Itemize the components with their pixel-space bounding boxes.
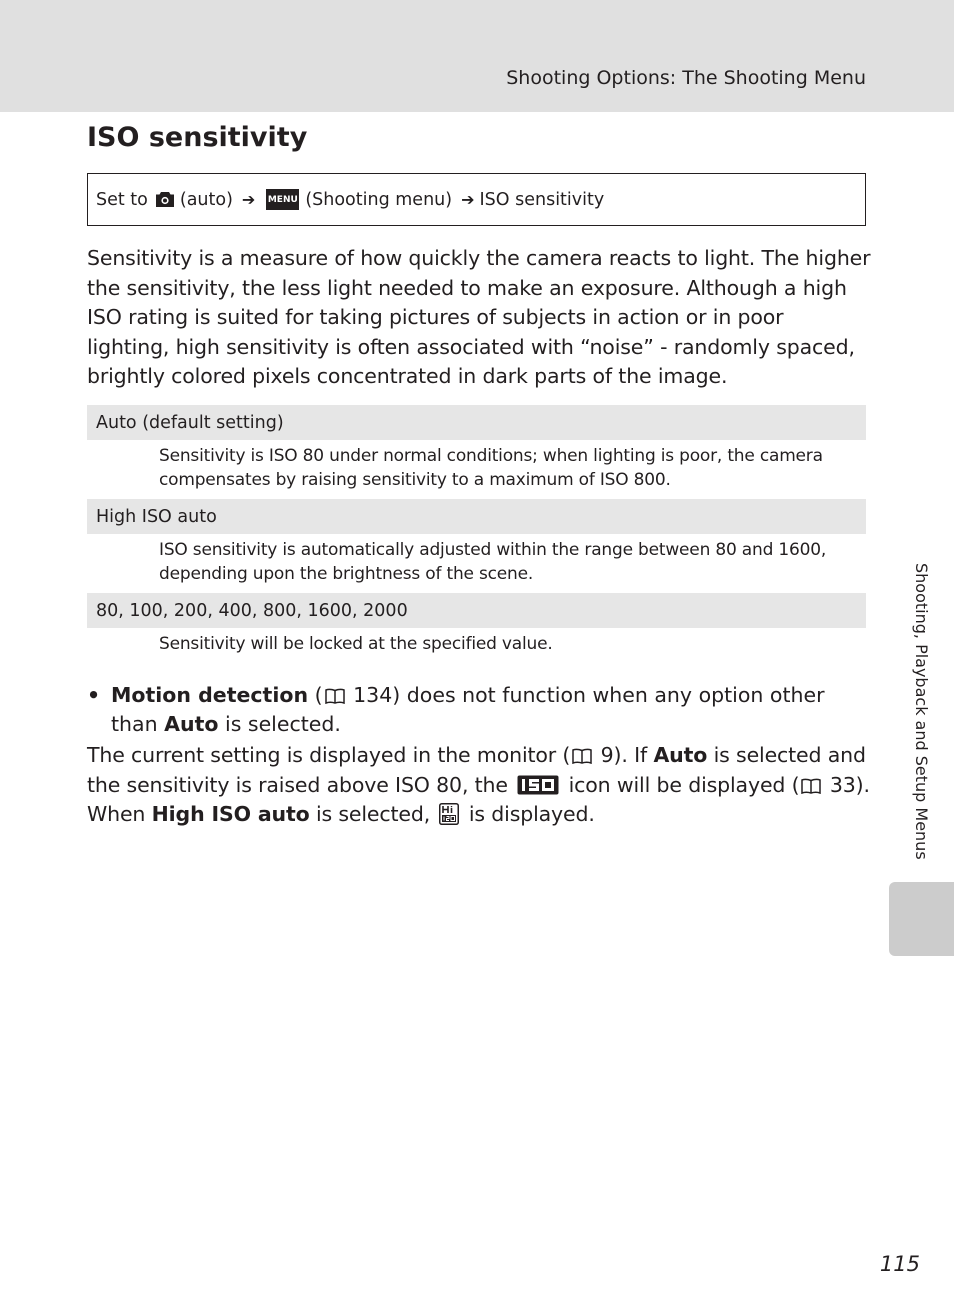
bullet-icon: •: [87, 683, 101, 707]
high-iso-auto-term: High ISO auto: [151, 802, 310, 827]
option-header-high-iso-auto: High ISO auto: [87, 499, 866, 534]
side-thumb-tab: [889, 882, 954, 956]
intro-paragraph: Sensitivity is a measure of how quickly the camera reacts to light. The higher the sensitivity, the less light needed to make an exposure. Although a high ISO rating is suited for taking pictures of subjects in action or in poor lighting, high sensitivity is often associated with “noise” - randomly spaced, brightly colored pixels concentrated in dark parts of the image.: [87, 246, 871, 389]
iso-icon: [517, 774, 559, 794]
menu-icon: MENU: [266, 189, 299, 210]
high-iso-icon: [439, 803, 459, 825]
set-to-label: Set to: [96, 189, 148, 210]
page-ref: 134: [353, 683, 393, 707]
option-description-high-iso-auto: ISO sensitivity is automatically adjusted within the range between 80 and 1600, depending upon the brightness of the scene.: [159, 540, 827, 584]
note-text: Motion detection ( 134) does not function when any option other than Auto is selected.: [111, 683, 825, 736]
option-description-auto: Sensitivity is ISO 80 under normal conditions; when lighting is poor, the camera compensates by raising sensitivity to a maximum of ISO 800.: [159, 446, 823, 490]
monitor-paragraph: The current setting is displayed in the monitor ( 9). If Auto is selected and the sensitivity is raised above ISO 80, the icon will be displayed ( 33). When High ISO auto is selected, is displayed.: [87, 743, 870, 827]
header-band: [0, 0, 954, 112]
arrow-icon: ➔: [461, 190, 475, 209]
option-header-auto: Auto (default setting): [87, 405, 866, 440]
note-term: Motion detection: [111, 683, 309, 707]
page-ref: 9: [600, 743, 614, 767]
auto-term: Auto: [653, 743, 708, 767]
book-ref-icon: [572, 743, 592, 759]
option-description-fixed-values: Sensitivity will be locked at the specified value.: [159, 634, 553, 654]
side-section-label: Shooting, Playback and Setup Menus: [912, 563, 931, 860]
page-ref: 33: [829, 772, 856, 797]
page-title: ISO sensitivity: [87, 122, 308, 153]
book-ref-icon: [801, 773, 821, 789]
mode-label: (auto): [179, 189, 233, 210]
section-title: Shooting Options: The Shooting Menu: [506, 67, 866, 89]
arrow-icon: ➔: [241, 190, 256, 209]
book-ref-icon: [325, 683, 345, 699]
auto-term: Auto: [164, 711, 219, 736]
camera-icon: [155, 191, 175, 208]
menu-label: (Shooting menu): [305, 189, 453, 210]
menu-path-box: [87, 173, 866, 226]
destination-label: ISO sensitivity: [479, 189, 605, 210]
page-number: 115: [879, 1252, 920, 1276]
option-header-fixed-values: 80, 100, 200, 400, 800, 1600, 2000: [87, 593, 866, 628]
